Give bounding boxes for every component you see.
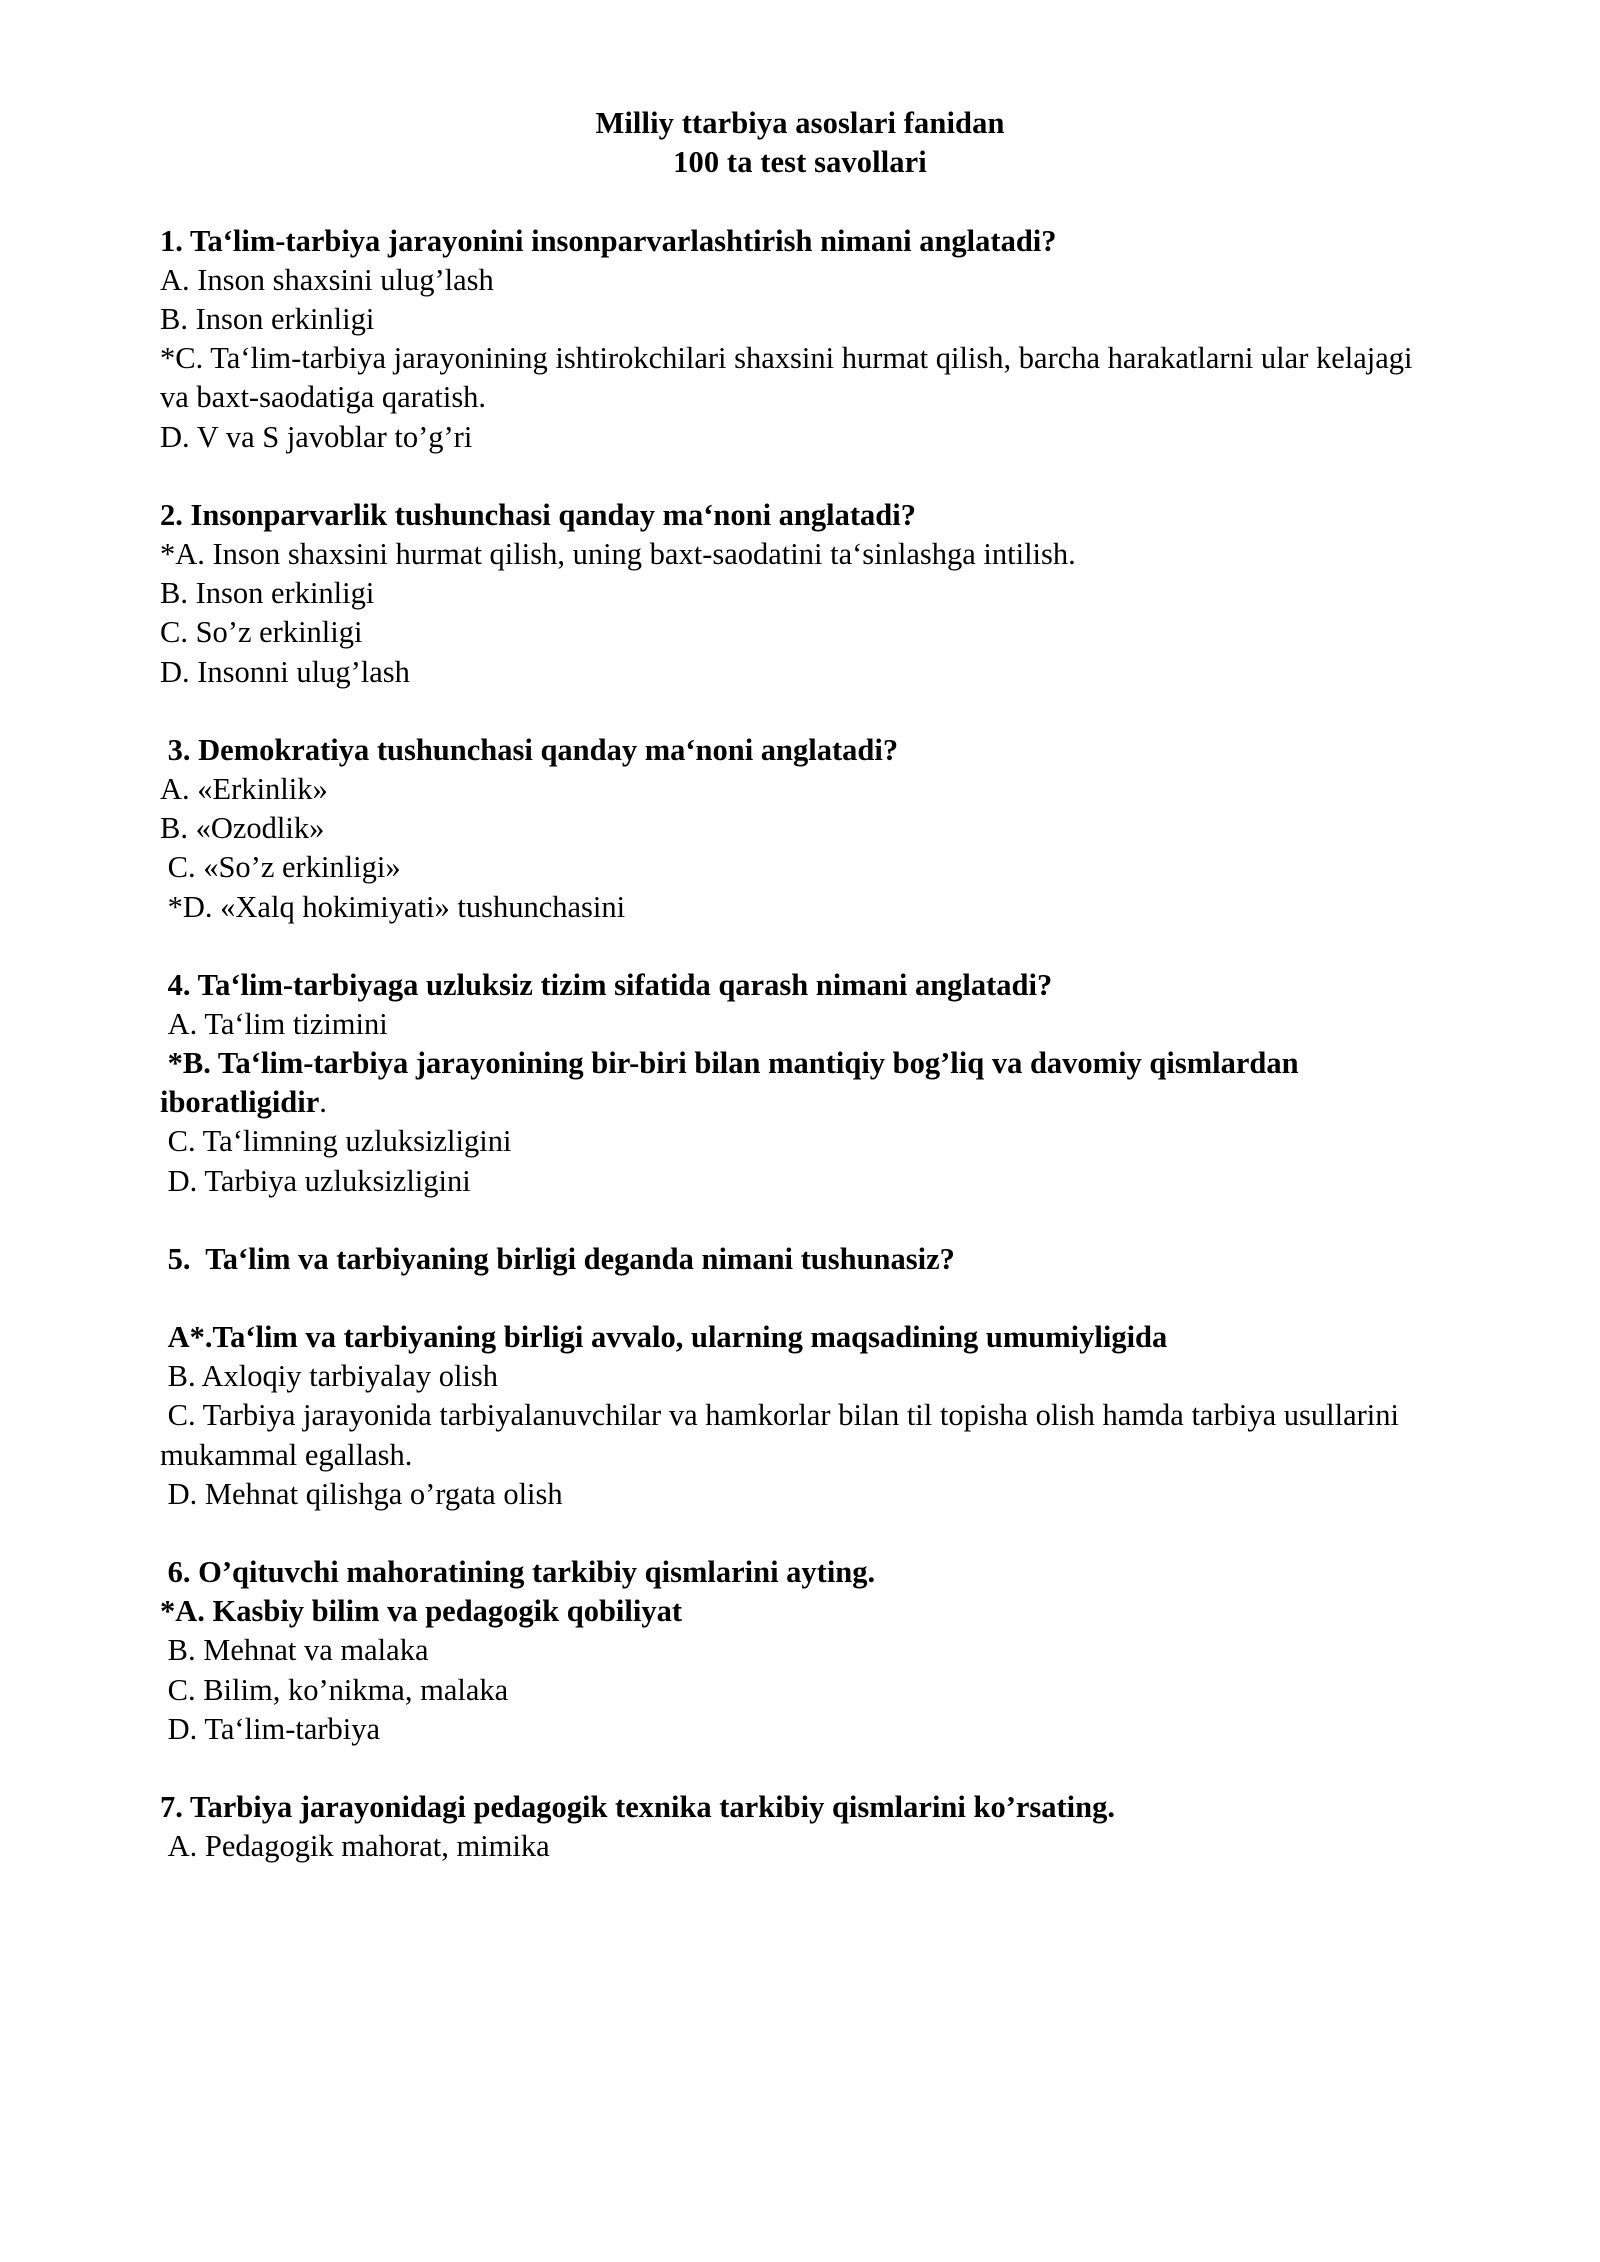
option-2-a[interactable]: *A. Inson shaxsini hurmat qilish, uning baxt-saodatini ta‘sinlashga intilish. [160,537,1076,571]
question-prompt-4: 4. Ta‘lim-tarbiyaga uzluksiz tizim sifatida qarash nimani anglatadi? [160,967,1053,1002]
option-4-b-trailing: . [319,1085,327,1120]
option-4-b-text: *B. Ta‘lim-tarbiya jarayonining bir-biri bilan mantiqiy bog’liq va davomiy qismlardan iboratligidir [160,1046,1307,1120]
question-prompt-7: 7. Tarbiya jarayonidagi pedagogik texnika tarkibiy qismlarini ko’rsating. [160,1789,1115,1824]
option-2-d[interactable]: D. Insonni ulug’lash [160,654,410,689]
gap-after-q2 [160,692,1440,731]
question-prompt-5: 5. Ta‘lim va tarbiyaning birligi deganda nimani tushunasiz? [160,1241,955,1276]
option-5-c[interactable]: C. Tarbiya jarayonida tarbiyalanuvchilar va hamkorlar bilan til topisha olish hamda tarbiya usullarini mukammal egallash. [160,1398,1407,1472]
question-block-4 [160,966,1440,1201]
option-6-d[interactable]: D. Ta‘lim-tarbiya [160,1711,381,1746]
question-prompt-2: 2. Insonparvarlik tushunchasi qanday ma‘noni anglatadi? [160,497,916,532]
option-5-a[interactable]: A*.Ta‘lim va tarbiyaning birligi avvalo, ularning maqsadining umumiyligida [160,1320,1168,1354]
gap-after-q6 [160,1749,1440,1788]
option-3-a[interactable]: A. «Erkinlik» [160,771,328,806]
option-6-c[interactable]: C. Bilim, ko’nikma, malaka [160,1672,509,1707]
option-1-b[interactable]: B. Inson erkinligi [160,302,375,337]
option-6-a[interactable]: *A. Kasbiy bilim va pedagogik qobiliyat [160,1594,682,1629]
gap-after-q5 [160,1514,1440,1553]
option-5-d[interactable]: D. Mehnat qilishga o’rgata olish [160,1476,563,1511]
page-title [160,104,1440,183]
question-block-6 [160,1553,1440,1749]
question-block-2 [160,496,1440,692]
option-4-c[interactable]: C. Ta‘limning uzluksizligini [160,1124,512,1159]
question-block-3 [160,731,1440,927]
option-4-d[interactable]: D. Tarbiya uzluksizligini [160,1163,471,1198]
option-4-b[interactable] [160,1044,1440,1122]
option-3-d[interactable]: *D. «Xalq hokimiyati» tushunchasini [160,889,626,924]
title-line-1: Milliy ttarbiya asoslari fanidan [595,106,1005,140]
option-2-c[interactable]: C. So’z erkinligi [160,615,363,650]
gap-after-q1 [160,457,1440,496]
question-prompt-6: 6. O’qituvchi mahoratining tarkibiy qismlarini ayting. [160,1554,876,1589]
option-2-b[interactable]: B. Inson erkinligi [160,576,375,611]
option-4-a[interactable]: A. Ta‘lim tizimini [160,1006,388,1041]
question-prompt-1: 1. Ta‘lim-tarbiya jarayonini insonparvarlashtirish nimani anglatadi? [160,223,1057,258]
option-5-b[interactable]: B. Axloqiy tarbiyalay olish [160,1359,499,1394]
option-1-c[interactable]: *C. Ta‘lim-tarbiya jarayonining ishtirokchilari shaxsini hurmat qilish, barcha harakatlarni ular kelajagi va baxt-saodatiga qaratish. [160,341,1421,415]
option-3-c[interactable]: C. «So’z erkinligi» [160,850,401,885]
option-1-d[interactable]: D. V va S javoblar to’g’ri [160,419,473,454]
question-block-1 [160,222,1440,457]
title-line-2: 100 ta test savollari [673,145,927,180]
question-block-7 [160,1788,1440,1866]
blank-line-q5 [160,1279,1440,1318]
gap-after-q3 [160,927,1440,966]
question-block-5 [160,1240,1440,1514]
question-prompt-3: 3. Demokratiya tushunchasi qanday ma‘noni anglatadi? [160,732,899,767]
option-3-b[interactable]: B. «Ozodlik» [160,811,325,846]
gap-after-q4 [160,1201,1440,1240]
option-6-b[interactable]: B. Mehnat va malaka [160,1633,429,1668]
option-1-a[interactable]: A. Inson shaxsini ulug’lash [160,262,494,297]
option-7-a[interactable]: A. Pedagogik mahorat, mimika [160,1829,550,1864]
title-gap [160,183,1440,222]
